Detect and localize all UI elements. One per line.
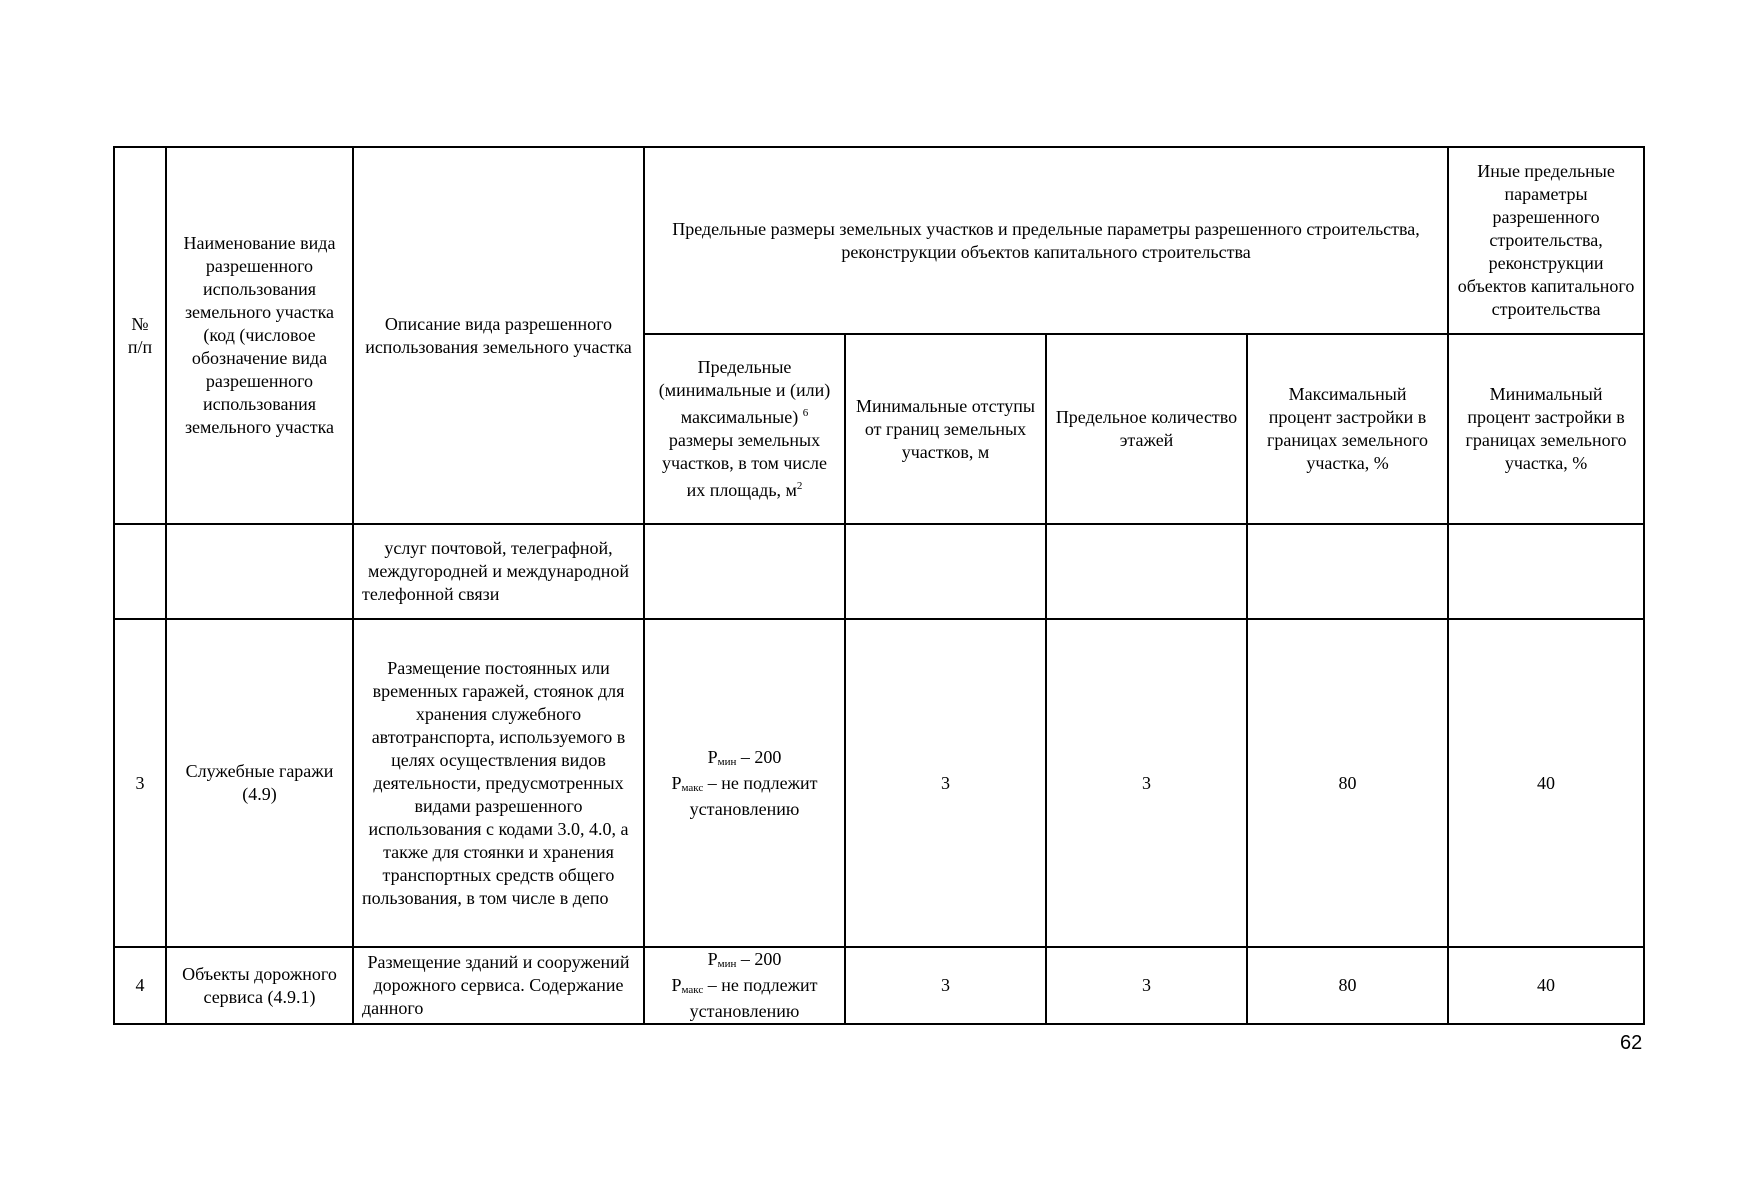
header-setbacks: Минимальные отступы от границ земельных участков, м — [845, 334, 1046, 524]
cell-floors: 3 — [1046, 947, 1247, 1024]
cell-min-pct: 40 — [1448, 947, 1644, 1024]
size-max-line: Рмакс – не подлежит установлению — [671, 772, 818, 819]
header-size — [644, 334, 845, 524]
cell-setbacks: 3 — [845, 947, 1046, 1024]
page-number: 62 — [1620, 1032, 1643, 1054]
cell-max-pct: 80 — [1247, 947, 1448, 1024]
cell-desc: услуг почтовой, телеграфной, междугородней и международной телефонной связи — [353, 524, 644, 619]
header-floors: Предельное количество этажей — [1046, 334, 1247, 524]
header-no: № п/п — [114, 147, 166, 524]
header-min-pct: Минимальный процент застройки в границах земельного участка, % — [1448, 334, 1644, 524]
cell-floors: 3 — [1046, 619, 1247, 947]
cell-min-pct: 40 — [1448, 619, 1644, 947]
regulations-table — [113, 146, 1645, 1025]
cell-no — [114, 524, 166, 619]
cell-no: 4 — [114, 947, 166, 1024]
cell-name: Служебные гаражи (4.9) — [166, 619, 353, 947]
cell-size — [644, 619, 845, 947]
cell-desc: Размещение постоянных или временных гаражей, стоянок для хранения служебного автотранспорта, используемого в целях осуществления видов деятельности, предусмотренных видами разрешенного использования с кодами 3.0, 4.0, а также для стоянки и хранения транспортных средств общего пользования, в том числе в депо — [353, 619, 644, 947]
size-min-line: Рмин – 200 — [707, 949, 782, 970]
header-size-text2: размеры земельных участков, в том числе их площадь, м — [661, 430, 828, 500]
cell-max-pct — [1247, 524, 1448, 619]
cell-size — [644, 524, 845, 619]
cell-min-pct — [1448, 524, 1644, 619]
unit-exponent: 2 — [796, 480, 803, 492]
header-max-pct: Максимальный процент застройки в границах земельного участка, % — [1247, 334, 1448, 524]
header-size-text: Предельные (минимальные и (или) максимальные) — [658, 357, 831, 427]
size-min-line: Рмин – 200 — [707, 746, 782, 768]
table-row — [114, 524, 1644, 619]
table-row — [114, 619, 1644, 947]
cell-no: 3 — [114, 619, 166, 947]
table-header-row-1 — [114, 147, 1644, 334]
header-desc: Описание вида разрешенного использования земельного участка — [353, 147, 644, 524]
header-name: Наименование вида разрешенного использования земельного участка (код (числовое обозначение вида разрешенного использования земельного участка — [166, 147, 353, 524]
cell-size — [644, 947, 845, 1024]
cell-setbacks — [845, 524, 1046, 619]
cell-max-pct: 80 — [1247, 619, 1448, 947]
footnote-marker: 6 — [802, 407, 809, 419]
cell-desc: Размещение зданий и сооружений дорожного сервиса. Содержание данного — [353, 947, 644, 1024]
cell-setbacks: 3 — [845, 619, 1046, 947]
cell-name — [166, 524, 353, 619]
size-max-line: Рмакс – не подлежит установлению — [671, 975, 818, 1021]
cell-floors — [1046, 524, 1247, 619]
cell-name: Объекты дорожного сервиса (4.9.1) — [166, 947, 353, 1024]
header-group: Предельные размеры земельных участков и предельные параметры разрешенного строительства, реконструкции объектов капитального строительства — [644, 147, 1448, 334]
table-row — [114, 947, 1644, 1024]
header-other: Иные предельные параметры разрешенного строительства, реконструкции объектов капитального строительства — [1448, 147, 1644, 334]
